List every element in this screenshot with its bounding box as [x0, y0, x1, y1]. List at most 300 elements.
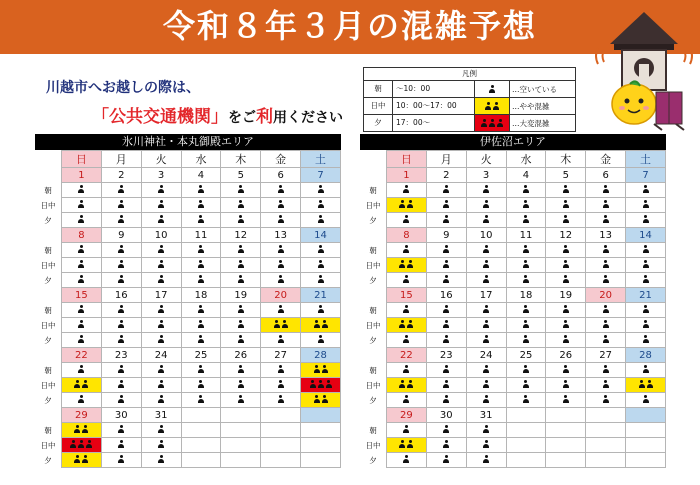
person-icons — [278, 305, 284, 313]
person-icons — [78, 335, 84, 343]
person-icons — [603, 275, 609, 283]
date-row-spacer — [35, 348, 62, 363]
person-icon — [643, 320, 649, 328]
legend-slot: 朝 — [364, 81, 393, 97]
person-icons — [158, 200, 164, 208]
person-icons — [639, 380, 653, 388]
person-icon — [443, 380, 449, 388]
congestion-cell — [546, 273, 586, 288]
congestion-cell — [62, 198, 102, 213]
person-icons — [403, 185, 409, 193]
time-slot-label: 日中 — [360, 318, 387, 333]
person-icons — [483, 200, 489, 208]
person-icon — [158, 365, 164, 373]
person-icons — [318, 245, 324, 253]
congestion-cell — [546, 393, 586, 408]
congestion-cell — [261, 303, 301, 318]
person-icon — [563, 380, 569, 388]
person-icons — [278, 185, 284, 193]
person-icon — [647, 380, 653, 388]
person-icons — [198, 365, 204, 373]
weekday-header: 日 — [62, 151, 102, 168]
date-cell: 19 — [546, 288, 586, 303]
congestion-cell — [506, 198, 546, 213]
congestion-cell — [301, 243, 341, 258]
date-cell: 25 — [181, 348, 221, 363]
empty-cell — [301, 438, 341, 453]
person-icon — [278, 380, 284, 388]
person-icon — [639, 380, 645, 388]
date-cell: 16 — [101, 288, 141, 303]
date-cell: 26 — [221, 348, 261, 363]
person-icons — [118, 215, 124, 223]
congestion-cell — [586, 243, 626, 258]
congestion-cell — [101, 318, 141, 333]
legend-slot: 夕 — [364, 115, 393, 131]
person-icons — [118, 440, 124, 448]
person-icon — [443, 215, 449, 223]
date-cell: 31 — [466, 408, 506, 423]
person-icon — [314, 320, 320, 328]
person-icon — [603, 320, 609, 328]
person-icon — [326, 380, 332, 388]
person-icon — [118, 185, 124, 193]
weekday-header: 月 — [101, 151, 141, 168]
person-icon — [118, 215, 124, 223]
congestion-cell — [62, 213, 102, 228]
congestion-cell — [101, 273, 141, 288]
person-icon — [443, 440, 449, 448]
legend-time: ～10：00 — [393, 81, 475, 97]
person-icons — [118, 335, 124, 343]
person-icon — [563, 365, 569, 373]
person-icon — [563, 305, 569, 313]
congestion-cell — [221, 198, 261, 213]
person-icons — [278, 395, 284, 403]
person-icons — [443, 395, 449, 403]
person-icons — [278, 365, 284, 373]
person-icon — [399, 440, 405, 448]
empty-cell — [301, 423, 341, 438]
person-icon — [603, 305, 609, 313]
person-icon — [198, 320, 204, 328]
congestion-cell — [506, 258, 546, 273]
congestion-cell — [586, 333, 626, 348]
congestion-cell — [62, 333, 102, 348]
person-icon — [603, 245, 609, 253]
congestion-cell — [62, 273, 102, 288]
congestion-cell — [181, 393, 221, 408]
congestion-cell — [261, 363, 301, 378]
time-slot-label: 日中 — [35, 438, 62, 453]
person-icons — [483, 215, 489, 223]
person-icons — [74, 425, 88, 433]
person-icon — [403, 305, 409, 313]
time-slot-label: 日中 — [360, 198, 387, 213]
person-icon — [198, 335, 204, 343]
congestion-cell — [387, 213, 427, 228]
congestion-cell — [301, 273, 341, 288]
person-icons — [603, 185, 609, 193]
person-icons — [643, 215, 649, 223]
date-cell: 5 — [221, 168, 261, 183]
congestion-cell — [261, 318, 301, 333]
congestion-cell — [261, 378, 301, 393]
date-cell: 9 — [101, 228, 141, 243]
congestion-cell — [586, 213, 626, 228]
person-icons — [443, 455, 449, 463]
congestion-cell — [301, 318, 341, 333]
person-icons — [118, 380, 124, 388]
date-cell: 2 — [101, 168, 141, 183]
date-cell: 16 — [426, 288, 466, 303]
person-icon — [443, 365, 449, 373]
person-icon — [563, 275, 569, 283]
date-cell: 30 — [101, 408, 141, 423]
person-icons — [278, 200, 284, 208]
date-row-spacer — [360, 348, 387, 363]
congestion-cell — [181, 243, 221, 258]
person-icon — [403, 215, 409, 223]
congestion-cell — [466, 303, 506, 318]
congestion-cell — [387, 423, 427, 438]
person-icon — [443, 305, 449, 313]
congestion-cell — [546, 258, 586, 273]
person-icon — [407, 260, 413, 268]
person-icon — [278, 245, 284, 253]
person-icons — [643, 185, 649, 193]
person-icons — [483, 320, 489, 328]
person-icon — [118, 260, 124, 268]
person-icon — [318, 200, 324, 208]
person-icon — [322, 320, 328, 328]
date-cell: 1 — [62, 168, 102, 183]
congestion-cell — [506, 333, 546, 348]
date-cell: 28 — [626, 348, 666, 363]
congestion-cell — [101, 303, 141, 318]
person-icon — [483, 335, 489, 343]
congestion-cell — [141, 453, 181, 468]
person-icons — [318, 305, 324, 313]
person-icon — [158, 455, 164, 463]
person-icons — [403, 275, 409, 283]
person-icon — [318, 335, 324, 343]
person-icons — [603, 395, 609, 403]
person-icons — [643, 320, 649, 328]
person-icon — [238, 260, 244, 268]
congestion-cell — [586, 378, 626, 393]
congestion-cell — [426, 423, 466, 438]
person-icon — [403, 245, 409, 253]
date-cell: 6 — [261, 168, 301, 183]
person-icon — [74, 425, 80, 433]
person-icon — [238, 185, 244, 193]
person-icon — [643, 215, 649, 223]
person-icons — [643, 245, 649, 253]
person-icon — [443, 275, 449, 283]
person-icons — [238, 245, 244, 253]
person-icon — [86, 440, 92, 448]
time-slot-label: 夕 — [360, 213, 387, 228]
congestion-cell — [62, 243, 102, 258]
date-cell: 12 — [546, 228, 586, 243]
person-icon — [314, 395, 320, 403]
person-icon — [407, 320, 413, 328]
congestion-cell — [301, 378, 341, 393]
congestion-cell — [101, 363, 141, 378]
person-icons — [238, 275, 244, 283]
person-icon — [78, 335, 84, 343]
congestion-cell — [466, 378, 506, 393]
congestion-cell — [181, 363, 221, 378]
person-icons — [403, 425, 409, 433]
person-icons — [158, 215, 164, 223]
person-icon — [643, 200, 649, 208]
person-icons — [603, 380, 609, 388]
empty-cell — [181, 438, 221, 453]
person-icons — [238, 365, 244, 373]
empty-cell — [586, 408, 626, 423]
person-icon — [523, 305, 529, 313]
person-icon — [318, 185, 324, 193]
congestion-cell — [261, 213, 301, 228]
person-icons — [523, 320, 529, 328]
congestion-cell — [426, 183, 466, 198]
person-icon — [603, 395, 609, 403]
person-icon — [238, 395, 244, 403]
date-cell: 17 — [141, 288, 181, 303]
calendar-area-title: 氷川神社・本丸御殿エリア — [35, 134, 341, 150]
person-icon — [483, 305, 489, 313]
empty-cell — [221, 423, 261, 438]
date-cell: 26 — [546, 348, 586, 363]
person-icon — [563, 260, 569, 268]
person-icon — [489, 119, 495, 127]
person-icon — [78, 365, 84, 373]
congestion-cell — [626, 258, 666, 273]
congestion-cell — [261, 198, 301, 213]
person-icons — [443, 320, 449, 328]
time-slot-label: 朝 — [360, 363, 387, 378]
person-icons — [118, 365, 124, 373]
congestion-cell — [387, 453, 427, 468]
person-icon — [407, 200, 413, 208]
congestion-cell — [181, 318, 221, 333]
congestion-cell — [181, 273, 221, 288]
person-icons — [278, 215, 284, 223]
congestion-cell — [181, 198, 221, 213]
person-icon — [399, 320, 405, 328]
congestion-cell — [62, 183, 102, 198]
person-icon — [78, 395, 84, 403]
person-icon — [483, 320, 489, 328]
person-icons — [118, 260, 124, 268]
person-icons — [563, 260, 569, 268]
congestion-cell — [181, 378, 221, 393]
person-icon — [563, 335, 569, 343]
congestion-cell — [221, 303, 261, 318]
date-cell: 21 — [626, 288, 666, 303]
person-icons — [643, 365, 649, 373]
person-icons — [158, 320, 164, 328]
date-row-spacer — [35, 408, 62, 423]
person-icon — [489, 85, 495, 93]
congestion-cell — [626, 183, 666, 198]
person-icon — [158, 395, 164, 403]
person-icons — [483, 185, 489, 193]
congestion-cell — [466, 318, 506, 333]
person-icons — [78, 200, 84, 208]
legend-slot: 日中 — [364, 98, 393, 114]
person-icon — [483, 260, 489, 268]
person-icon — [643, 260, 649, 268]
congestion-cell — [101, 453, 141, 468]
congestion-cell — [141, 273, 181, 288]
person-icon — [493, 102, 499, 110]
person-icon — [118, 395, 124, 403]
person-icons — [563, 380, 569, 388]
congestion-cell — [546, 183, 586, 198]
person-icons — [399, 380, 413, 388]
person-icon — [443, 185, 449, 193]
congestion-cell — [506, 378, 546, 393]
empty-cell — [546, 438, 586, 453]
person-icon — [443, 335, 449, 343]
notice-tail: 用ください — [273, 110, 343, 126]
congestion-cell — [466, 363, 506, 378]
person-icon — [563, 245, 569, 253]
person-icons — [74, 380, 88, 388]
congestion-cell — [586, 183, 626, 198]
congestion-cell — [387, 363, 427, 378]
congestion-cell — [586, 258, 626, 273]
congestion-cell — [387, 318, 427, 333]
empty-cell — [261, 423, 301, 438]
person-icons — [198, 185, 204, 193]
congestion-cell — [506, 183, 546, 198]
congestion-cell — [387, 378, 427, 393]
person-icon — [497, 119, 503, 127]
person-icon — [322, 395, 328, 403]
person-icon — [485, 102, 491, 110]
person-icon — [238, 305, 244, 313]
congestion-cell — [466, 273, 506, 288]
person-icon — [278, 260, 284, 268]
person-icons — [443, 275, 449, 283]
person-icon — [443, 200, 449, 208]
person-icon — [563, 185, 569, 193]
legend-swatch — [475, 98, 510, 114]
empty-cell — [586, 423, 626, 438]
person-icon — [278, 305, 284, 313]
person-icon — [78, 440, 84, 448]
congestion-cell — [261, 258, 301, 273]
person-icons — [523, 185, 529, 193]
date-cell: 23 — [426, 348, 466, 363]
congestion-cell — [141, 213, 181, 228]
person-icons — [523, 215, 529, 223]
date-cell: 7 — [301, 168, 341, 183]
congestion-cell — [221, 378, 261, 393]
congestion-cell — [626, 393, 666, 408]
congestion-cell — [221, 318, 261, 333]
person-icon — [483, 275, 489, 283]
person-icon — [399, 200, 405, 208]
person-icon — [158, 185, 164, 193]
congestion-cell — [426, 318, 466, 333]
person-icons — [483, 395, 489, 403]
empty-cell — [181, 453, 221, 468]
congestion-cell — [546, 198, 586, 213]
congestion-cell — [221, 393, 261, 408]
date-cell: 2 — [426, 168, 466, 183]
person-icons — [563, 245, 569, 253]
person-icons — [318, 335, 324, 343]
person-icons — [483, 275, 489, 283]
person-icon — [603, 260, 609, 268]
time-slot-label: 夕 — [360, 333, 387, 348]
person-icon — [523, 215, 529, 223]
congestion-cell — [426, 213, 466, 228]
empty-cell — [626, 408, 666, 423]
congestion-cell — [466, 258, 506, 273]
congestion-cell — [546, 333, 586, 348]
date-cell: 9 — [426, 228, 466, 243]
person-icon — [481, 119, 487, 127]
person-icons — [483, 245, 489, 253]
empty-cell — [221, 453, 261, 468]
person-icon — [523, 185, 529, 193]
person-icons — [483, 335, 489, 343]
person-icon — [82, 425, 88, 433]
person-icon — [74, 455, 80, 463]
person-icon — [523, 380, 529, 388]
person-icon — [483, 365, 489, 373]
person-icon — [278, 335, 284, 343]
person-icon — [70, 440, 76, 448]
date-cell: 6 — [586, 168, 626, 183]
person-icons — [314, 395, 328, 403]
person-icon — [238, 275, 244, 283]
date-cell: 21 — [301, 288, 341, 303]
person-icons — [274, 320, 288, 328]
person-icon — [603, 185, 609, 193]
person-icon — [78, 320, 84, 328]
congestion-cell — [426, 303, 466, 318]
date-cell: 11 — [506, 228, 546, 243]
person-icons — [403, 335, 409, 343]
congestion-cell — [301, 333, 341, 348]
congestion-cell — [546, 243, 586, 258]
congestion-cell — [101, 333, 141, 348]
person-icons — [118, 320, 124, 328]
person-icon — [483, 395, 489, 403]
empty-cell — [506, 453, 546, 468]
congestion-cell — [181, 258, 221, 273]
time-slot-label: 朝 — [35, 423, 62, 438]
calendar-table — [360, 150, 666, 468]
person-icon — [198, 395, 204, 403]
date-cell: 4 — [181, 168, 221, 183]
congestion-cell — [387, 183, 427, 198]
congestion-cell — [466, 243, 506, 258]
congestion-cell — [387, 273, 427, 288]
date-cell: 31 — [141, 408, 181, 423]
date-cell: 22 — [387, 348, 427, 363]
weekday-header: 木 — [221, 151, 261, 168]
person-icons — [481, 119, 503, 127]
person-icon — [403, 395, 409, 403]
